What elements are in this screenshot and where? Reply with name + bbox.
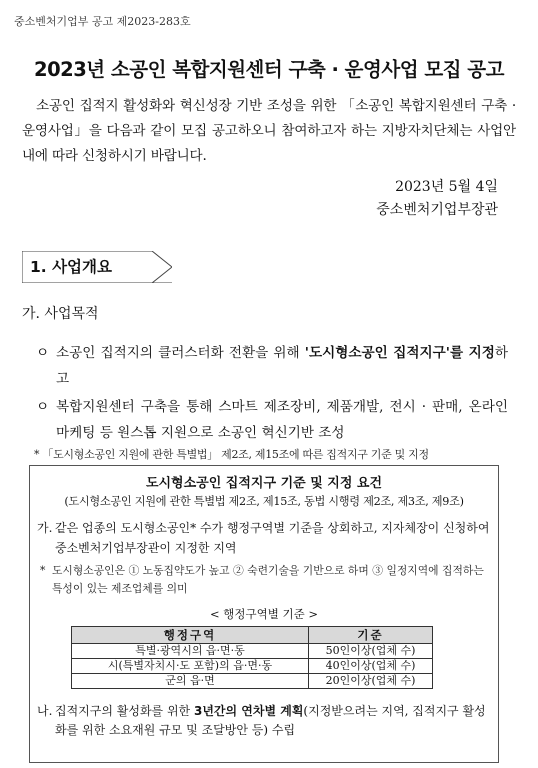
item-text: 집적지구의 활성화를 위한 (55, 704, 194, 718)
notice-date: 2023년 5월 4일 (395, 179, 498, 195)
subsection-heading: 가. 사업목적 (22, 306, 99, 322)
intro-paragraph (22, 94, 516, 169)
list-item (36, 394, 508, 446)
bullet-bold-text: '도시형소공인 집적지구'를 지정 (304, 345, 495, 361)
table-header-row (72, 627, 433, 644)
bullet-mark: ㅇ (36, 345, 50, 361)
criteria-box-title: 도시형소공인 집적지구 기준 및 지정 요건 (145, 476, 383, 491)
criteria-box-subtitle: (도시형소공인 지원에 관한 특별법 제2조, 제15조, 동법 시행령 제2조, 제3조, 제9조) (64, 495, 464, 508)
criteria-box (29, 465, 499, 763)
table-cell: 40인이상(업체 수) (309, 659, 433, 674)
issuer-name: 중소벤처기업부장관 (376, 202, 498, 218)
bullet-text: 복합지원센터 구축을 통해 스마트 제조장비, 제품개발, 전시 · 판매, 온라인 마케팅 등 원스톱 지원으로 소공인 혁신기반 조성 (56, 399, 508, 441)
footnote: * 「도시형소공인 지원에 관한 특별법」 제2조, 제15조에 따른 집적지구 기준 및 지정 (34, 448, 429, 461)
criteria-item-na (37, 702, 493, 740)
table-cell: 20인이상(업체 수) (309, 674, 433, 689)
table-row (72, 659, 433, 674)
item-text: 같은 업종의 도시형소공인* 수가 행정구역별 기준을 상회하고, 지자체장이 신청하여 중소벤처기업부장관이 지정한 지역 (55, 521, 490, 555)
table-cell: 특별·광역시의 읍·면·동 (72, 644, 309, 659)
item-text-end: (지정받으려는 지역, 집적지구 활성화를 위한 소요재원 규모 및 조달방안 등) 수립 (55, 704, 486, 737)
table-cell: 시(특별자치시·도 포함)의 읍·면·동 (72, 659, 309, 674)
table-row (72, 644, 433, 659)
bullet-mark: ㅇ (36, 399, 50, 415)
bullet-text-end: 하고 (56, 345, 508, 387)
item-mark: 나. (37, 704, 53, 718)
criteria-table (71, 626, 433, 689)
note-mark: * (40, 564, 46, 577)
criteria-item-ga (37, 518, 493, 558)
table-cell: 군의 읍·면 (72, 674, 309, 689)
criteria-note (40, 562, 488, 598)
table-cell: 50인이상(업체 수) (309, 644, 433, 659)
note-text: 도시형소공인은 ① 노동집약도가 높고 ② 숙련기술을 기반으로 하며 ③ 일정지역에 집적하는 특성이 있는 제조업체를 의미 (52, 564, 484, 595)
section-heading-box (22, 251, 172, 283)
bullet-text: 소공인 집적지의 클러스터화 전환을 위해 (56, 345, 305, 361)
notice-number: 중소벤처기업부 공고 제2023-283호 (14, 15, 191, 28)
page-title: 2023년 소공인 복합지원센터 구축 · 운영사업 모집 공고 (34, 58, 504, 81)
list-item (36, 340, 508, 392)
item-mark: 가. (37, 521, 53, 535)
header-standard: 기준 (309, 627, 433, 644)
intro-text: 소공인 집적지 활성화와 혁신성장 기반 조성을 위한 「소공인 복합지원센터 구축 · 운영사업」을 다음과 같이 모집 공고하오니 참여하고자 하는 지방자치단체는 사업안내에 따라 신청하시기 바랍니다. (22, 98, 516, 164)
section-heading: 1. 사업개요 (30, 258, 112, 276)
header-region: 행정구역 (72, 627, 309, 644)
table-row (72, 674, 433, 689)
item-bold-text: 3년간의 연차별 계획 (193, 704, 304, 718)
table-caption: < 행정구역별 기준 > (209, 607, 318, 621)
